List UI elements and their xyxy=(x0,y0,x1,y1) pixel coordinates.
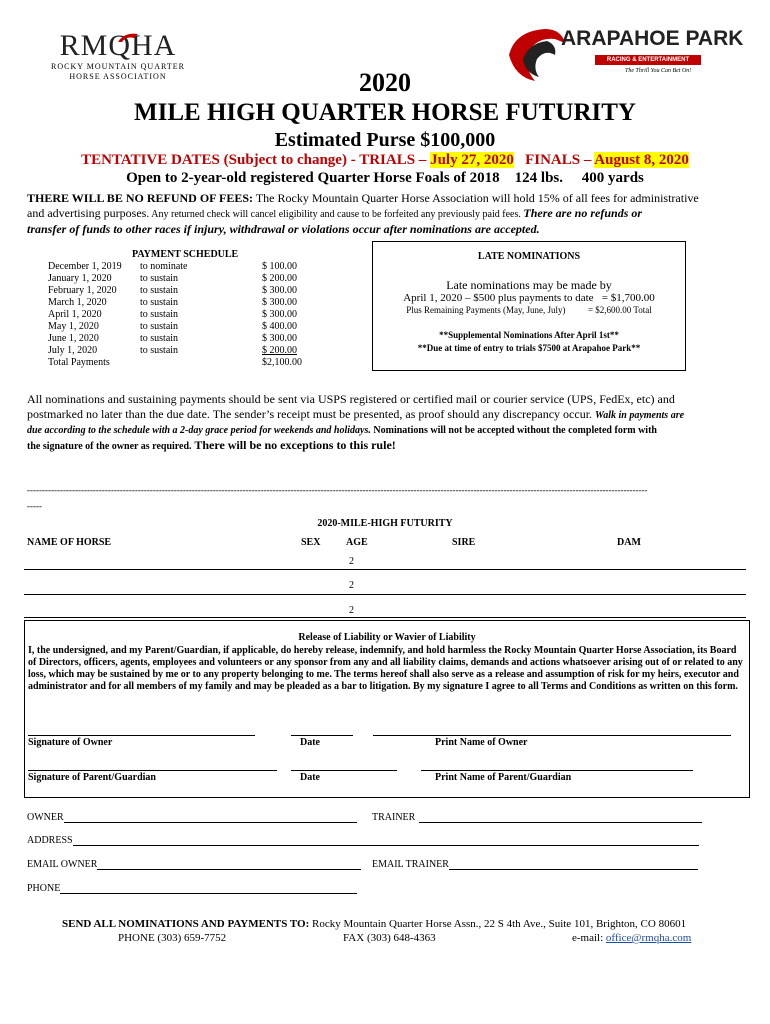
refund-text-1: The Rocky Mountain Quarter Horse Association will hold 15% of all fees for administrative xyxy=(253,191,699,205)
schedule-purpose: to nominate xyxy=(140,261,188,272)
email-owner-field xyxy=(27,859,361,870)
schedule-amount: $ 200.00 xyxy=(262,273,297,284)
email-link[interactable]: office@rmqha.com xyxy=(605,932,692,944)
email-label: e-mail: xyxy=(572,932,606,944)
schedule-purpose: to sustain xyxy=(140,285,179,296)
refund-paragraph xyxy=(27,191,747,237)
trainer-input-line[interactable] xyxy=(419,812,702,823)
schedule-amount: $ 300.00 xyxy=(262,297,297,308)
print-owner-line[interactable] xyxy=(373,735,731,736)
schedule-date: February 1, 2020 xyxy=(48,285,117,296)
payment-schedule-title: PAYMENT SCHEDULE xyxy=(132,249,239,260)
supplemental-nominations: **Supplemental Nominations After April 1st** xyxy=(439,330,619,340)
cut-line: --------------------------------------------------------------------------------------------------------------------------------------------------------------------------------------------------------------- xyxy=(27,485,648,495)
open-text: Open to 2-year-old registered Quarter Horse Foals of 2018 xyxy=(126,170,500,186)
schedule-amount: $ 200.00 xyxy=(262,345,297,356)
nominations-text-2: postmarked no later than the due date. The sender’s receipt must be presented, as proof should any discrepancy occur. xyxy=(27,407,596,421)
schedule-purpose: to sustain xyxy=(140,273,179,284)
schedule-amount: $ 300.00 xyxy=(262,333,297,344)
schedule-amount: $ 400.00 xyxy=(262,321,297,332)
refund-heading: THERE WILL BE NO REFUND OF FEES: xyxy=(27,191,254,205)
age-value-1: 2 xyxy=(349,556,354,567)
schedule-row xyxy=(48,309,358,321)
release-box xyxy=(24,620,750,798)
trainer-field xyxy=(372,812,702,823)
col-sire: SIRE xyxy=(452,537,476,548)
col-sex: SEX xyxy=(301,537,321,548)
late-nominations-box xyxy=(372,241,686,371)
distance: 400 yards xyxy=(581,170,644,186)
footer-phone: PHONE (303) 659-7752 xyxy=(118,932,227,944)
page-title: MILE HIGH QUARTER HORSE FUTURITY xyxy=(134,99,636,126)
year-heading: 2020 xyxy=(359,68,411,97)
sig-owner-label: Signature of Owner xyxy=(28,737,113,748)
date-line-2[interactable] xyxy=(291,770,397,771)
col-name-of-horse: NAME OF HORSE xyxy=(27,537,112,548)
sig-parent-label: Signature of Parent/Guardian xyxy=(28,772,156,783)
col-age: AGE xyxy=(346,537,368,548)
email-trainer-label: EMAIL TRAINER xyxy=(372,859,449,870)
weight: 124 lbs. xyxy=(514,170,564,186)
grace-period-italic: due according to the schedule with a 2-day grace period for weekends and holidays. xyxy=(27,425,371,436)
late-nominations-title: LATE NOMINATIONS xyxy=(477,251,581,262)
owner-input-line[interactable] xyxy=(64,812,357,823)
open-line xyxy=(0,170,770,187)
nominations-bold-1: Nominations will not be accepted without the completed form with xyxy=(370,425,657,436)
address-input-line[interactable] xyxy=(73,835,699,846)
schedule-total-amount: $2,100.00 xyxy=(262,357,302,368)
footer-fax: FAX (303) 648-4363 xyxy=(343,932,436,944)
nominations-paragraph xyxy=(27,392,749,454)
phone-input-line[interactable] xyxy=(60,883,357,894)
date-label-1: Date xyxy=(300,737,320,748)
tentative-dates: TENTATIVE DATES (Subject to change) xyxy=(81,152,347,168)
date-label-2: Date xyxy=(300,772,320,783)
horse-entry-line-3[interactable] xyxy=(24,617,746,618)
late-line-1: Late nominations may be made by xyxy=(446,278,612,292)
cut-line-continued: ----- xyxy=(27,501,42,511)
schedule-purpose: to sustain xyxy=(140,321,179,332)
schedule-row xyxy=(48,297,358,309)
schedule-row xyxy=(48,333,358,345)
print-owner-label: Print Name of Owner xyxy=(435,737,528,748)
schedule-purpose: to sustain xyxy=(140,309,179,320)
refund-italic-2: transfer of funds to other races if injury, withdrawal or violations occur after nominations are accepted. xyxy=(27,222,540,236)
form-title: 2020-MILE-HIGH FUTURITY xyxy=(317,518,453,529)
schedule-total-label: Total Payments xyxy=(48,357,110,368)
finals-label: FINALS – xyxy=(525,152,595,168)
schedule-amount: $ 300.00 xyxy=(262,285,297,296)
schedule-row xyxy=(48,261,358,273)
address-field xyxy=(27,835,699,846)
schedule-row xyxy=(48,321,358,333)
owner-label: OWNER xyxy=(27,812,64,823)
schedule-row xyxy=(48,273,358,285)
horse-entry-line-2[interactable] xyxy=(24,594,746,595)
email-trainer-field xyxy=(372,859,698,870)
release-text: I, the undersigned, and my Parent/Guardian, if applicable, do hereby release, indemnify, and hold harmless the Rocky Mountain Quarter Horse Association, its Board of Directors, officers, agents, employees and volunteers or any sponsor from any and all liability claims, demands and actions whatsoever arising out of or related to any loss, which may be sustained by me or to any property belonging to me. The terms hereof shall also serve as a release and assumption of risk for my heirs, executor and administrator and for all members of my family and may be pleaded as a bar to litigation. By my signature I agree to all Terms and Conditions as written on this form. xyxy=(28,645,743,692)
send-label: SEND ALL NOMINATIONS AND PAYMENTS TO: xyxy=(62,918,310,930)
dates-line xyxy=(0,152,770,169)
schedule-date: December 1, 2019 xyxy=(48,261,122,272)
date-line-1[interactable] xyxy=(291,735,353,736)
arapahoe-slogan: The Thrill You Can Bet On! xyxy=(625,68,692,74)
schedule-purpose: to sustain xyxy=(140,333,179,344)
address-label: ADDRESS xyxy=(27,835,73,846)
release-title: Release of Liability or Wavier of Liability xyxy=(298,632,476,643)
due-at-entry: **Due at time of entry to trials $7500 at Arapahoe Park** xyxy=(417,343,641,353)
schedule-date: June 1, 2020 xyxy=(48,333,99,344)
nominations-bold-2: the signature of the owner as required. xyxy=(27,441,192,452)
refund-italic-1: There are no refunds or xyxy=(523,206,643,220)
schedule-date: July 1, 2020 xyxy=(48,345,98,356)
email-owner-label: EMAIL OWNER xyxy=(27,859,98,870)
age-value-3: 2 xyxy=(349,605,354,616)
owner-field xyxy=(27,812,357,823)
email-owner-input-line[interactable] xyxy=(97,859,361,870)
rmqha-horse-icon xyxy=(116,30,140,49)
age-value-2: 2 xyxy=(349,580,354,591)
print-parent-line[interactable] xyxy=(421,770,693,771)
footer-send-line xyxy=(62,918,686,930)
schedule-row xyxy=(48,345,358,357)
refund-text-2: and advertising purposes. xyxy=(27,206,150,220)
schedule-date: May 1, 2020 xyxy=(48,321,99,332)
rmqha-logo-text: RMQHA xyxy=(59,29,177,62)
schedule-date: March 1, 2020 xyxy=(48,297,107,308)
late-line-2: April 1, 2020 – $500 plus payments to date = $1,700.00 xyxy=(403,292,655,304)
arapahoe-tagline: RACING & ENTERTAINMENT xyxy=(595,55,701,65)
footer-address: Rocky Mountain Quarter Horse Assn., 22 S 4th Ave., Suite 101, Brighton, CO 80601 xyxy=(309,918,687,930)
phone-field xyxy=(27,883,357,894)
no-exceptions: There will be no exceptions to this rule! xyxy=(191,438,396,452)
trials-date: July 27, 2020 xyxy=(430,152,514,168)
email-trainer-input-line[interactable] xyxy=(449,859,698,870)
finals-date: August 8, 2020 xyxy=(594,152,689,168)
col-dam: DAM xyxy=(617,537,641,548)
arapahoe-name: ARAPAHOE PARK xyxy=(561,27,744,50)
schedule-date: January 1, 2020 xyxy=(48,273,112,284)
trials-label: - TRIALS – xyxy=(346,152,431,168)
refund-text-3: Any returned check will cancel eligibility and cause to be forfeited any previously paid fees. xyxy=(149,209,524,220)
footer-email xyxy=(572,932,691,944)
trainer-label: TRAINER xyxy=(372,812,416,823)
schedule-row xyxy=(48,285,358,297)
schedule-date: April 1, 2020 xyxy=(48,309,102,320)
horse-entry-line-1[interactable] xyxy=(24,569,746,570)
walk-in-italic: Walk in payments are xyxy=(595,410,685,421)
schedule-total-row xyxy=(48,357,358,369)
rmqha-subtitle-1: ROCKY MOUNTAIN QUARTER xyxy=(51,62,185,71)
schedule-purpose: to sustain xyxy=(140,345,179,356)
schedule-purpose: to sustain xyxy=(140,297,179,308)
schedule-amount: $ 300.00 xyxy=(262,309,297,320)
schedule-amount: $ 100.00 xyxy=(262,261,297,272)
rmqha-subtitle-2: HORSE ASSOCIATION xyxy=(69,72,167,81)
late-line-3: Plus Remaining Payments (May, June, July) = $2,600.00 Total xyxy=(406,305,652,315)
purse-heading: Estimated Purse $100,000 xyxy=(274,129,496,151)
owner-signature-line[interactable] xyxy=(28,735,255,736)
print-parent-label: Print Name of Parent/Guardian xyxy=(435,772,572,783)
nominations-text-1: All nominations and sustaining payments should be sent via USPS registered or certified mail or courier service (UPS, FedEx, etc) and xyxy=(27,392,675,406)
phone-label: PHONE xyxy=(27,883,61,894)
parent-signature-line[interactable] xyxy=(28,770,277,771)
